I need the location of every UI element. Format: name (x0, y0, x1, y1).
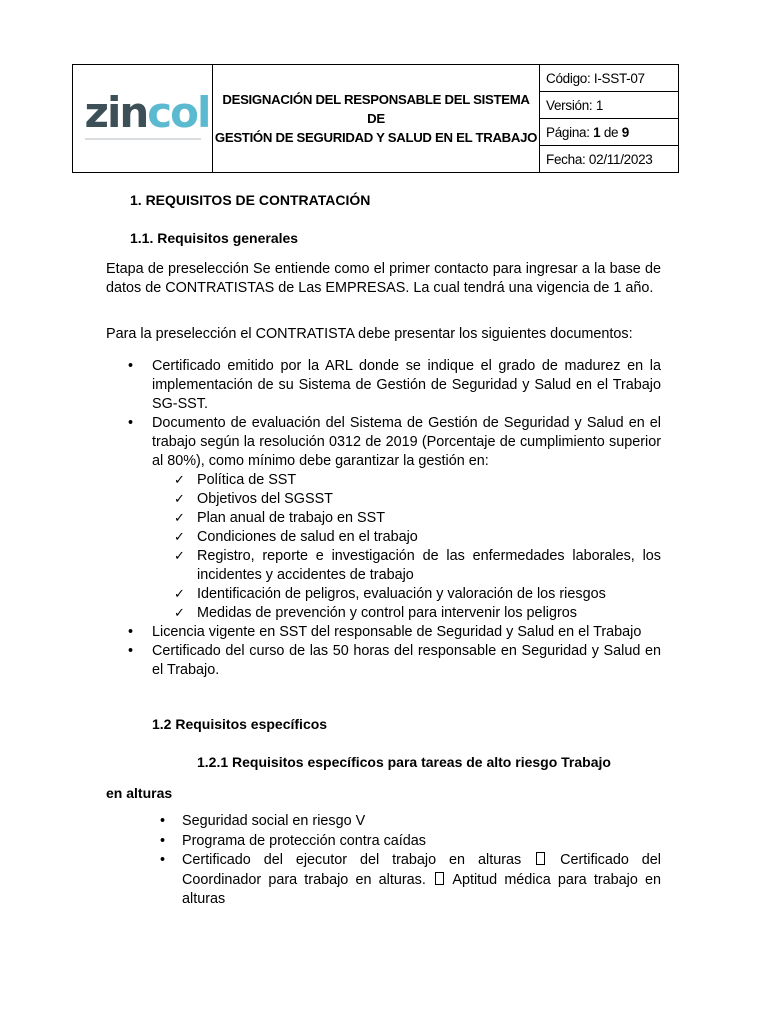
list-item (152, 851, 661, 910)
list-item (106, 414, 661, 623)
subsection-heading-alto-riesgo-continued: en alturas (106, 785, 173, 801)
list-item (106, 642, 661, 680)
list-item (106, 623, 661, 642)
document-header (72, 64, 679, 173)
list-item (106, 357, 661, 414)
checklist-item-text: Medidas de prevención y control para intervenir los peligros (197, 605, 577, 621)
paragraph-documentos: Para la preselección el CONTRATISTA debe presentar los siguientes documentos: (106, 326, 633, 342)
checklist-item (152, 490, 661, 509)
list-item-text-part1: Certificado del ejecutor del trabajo en alturas (182, 852, 522, 868)
document-date: Fecha: 02/11/2023 (540, 146, 679, 173)
document-title-line1: DESIGNACIÓN DEL RESPONSABLE DEL SISTEMA DE (222, 92, 530, 126)
checkmark-icon: ✓ (174, 511, 185, 526)
subsection-heading-alto-riesgo: 1.2.1 Requisitos específicos para tareas de alto riesgo Trabajo (197, 754, 611, 770)
page-label: Página: (546, 124, 590, 140)
document-title (213, 65, 540, 173)
checklist-item-text: Política de SST (197, 472, 297, 488)
document-title-line2: GESTIÓN DE SEGURIDAD Y SALUD EN EL TRABAJO (214, 130, 538, 145)
list-item-text: Seguridad social en riesgo V (182, 813, 366, 829)
checkmark-icon: ✓ (174, 606, 185, 621)
list-item-text (182, 852, 661, 907)
checkmark-icon: ✓ (174, 473, 185, 488)
page-number: 1 (593, 124, 601, 140)
checkmark-icon: ✓ (174, 492, 185, 507)
checkmark-icon: ✓ (174, 549, 185, 564)
checklist-item (152, 509, 661, 528)
checklist-item-text: Objetivos del SGSST (197, 491, 333, 507)
logo-cell (73, 65, 213, 173)
checklist-item (152, 471, 661, 490)
bullet-icon: • (160, 813, 166, 829)
checklist-item (152, 528, 661, 547)
checklist-item (152, 604, 661, 623)
missing-glyph-box-icon (536, 852, 545, 865)
alturas-requirements-list (152, 812, 661, 910)
bullet-icon: • (160, 832, 166, 849)
list-item-text: Certificado del curso de las 50 horas del responsable en Seguridad y Salud en el Trabajo. (152, 643, 661, 678)
checkmark-icon: ✓ (174, 530, 185, 545)
document-page (540, 119, 679, 146)
subsection-heading-requisitos-generales: 1.1. Requisitos generales (130, 230, 299, 246)
checklist-item (152, 585, 661, 604)
checkmark-icon: ✓ (174, 587, 185, 602)
checklist-item-text: Identificación de peligros, evaluación y valoración de los riesgos (197, 586, 606, 602)
page-total: 9 (621, 124, 629, 140)
page-of: de (603, 124, 619, 140)
list-item-text: Licencia vigente en SST del responsable de Seguridad y Salud en el Trabajo (152, 624, 642, 640)
bullet-icon: • (128, 415, 134, 431)
paragraph-preseleccion: Etapa de preselección Se entiende como el primer contacto para ingresar a la base de datos de CONTRATISTAS de Las EMPRESAS. La cual tendrá una vigencia de 1 año. (106, 261, 661, 296)
list-item-text: Certificado emitido por la ARL donde se indique el grado de madurez en la implementación de su Sistema de Gestión de Seguridad y Salud en el Trabajo SG-SST. (152, 358, 661, 412)
document-version: Versión: 1 (540, 92, 679, 119)
checklist-item-text: Condiciones de salud en el trabajo (197, 529, 418, 545)
company-logo (84, 88, 210, 140)
list-item-text-part3: Aptitud médica para trabajo en alturas (182, 871, 661, 907)
checklist-item-text: Plan anual de trabajo en SST (197, 510, 386, 526)
bullet-icon: • (128, 643, 134, 659)
list-item (152, 832, 661, 852)
checklist-item-text: Registro, reporte e investigación de las enfermedades laborales, los incidentes y accidentes de trabajo (197, 548, 661, 583)
bullet-icon: • (128, 358, 134, 374)
logo-text-part1: zin (84, 88, 148, 137)
gestion-checklist (152, 471, 661, 623)
missing-glyph-box-icon (435, 872, 444, 885)
section-heading-requisitos-contratacion: 1. REQUISITOS DE CONTRATACIÓN (130, 192, 371, 208)
bullet-icon: • (128, 624, 134, 640)
requirements-list (106, 357, 661, 680)
document-code: Código: I-SST-07 (540, 65, 679, 92)
logo-text-part2: col (147, 88, 210, 137)
list-item-text-part2: Certificado del Coordinador para trabajo en alturas. (182, 852, 661, 888)
list-item-text: Programa de protección contra caídas (182, 832, 426, 849)
bullet-icon: • (160, 852, 166, 868)
subsection-heading-requisitos-especificos: 1.2 Requisitos específicos (152, 716, 328, 732)
list-item (152, 812, 661, 832)
list-item-text: Documento de evaluación del Sistema de Gestión de Seguridad y Salud en el trabajo según la resolución 0312 de 2019 (Porcentaje de cumplimiento superior al 80%), como mínimo debe garantizar la gestión en: (152, 415, 661, 469)
logo-underline (85, 138, 201, 140)
checklist-item (152, 547, 661, 585)
